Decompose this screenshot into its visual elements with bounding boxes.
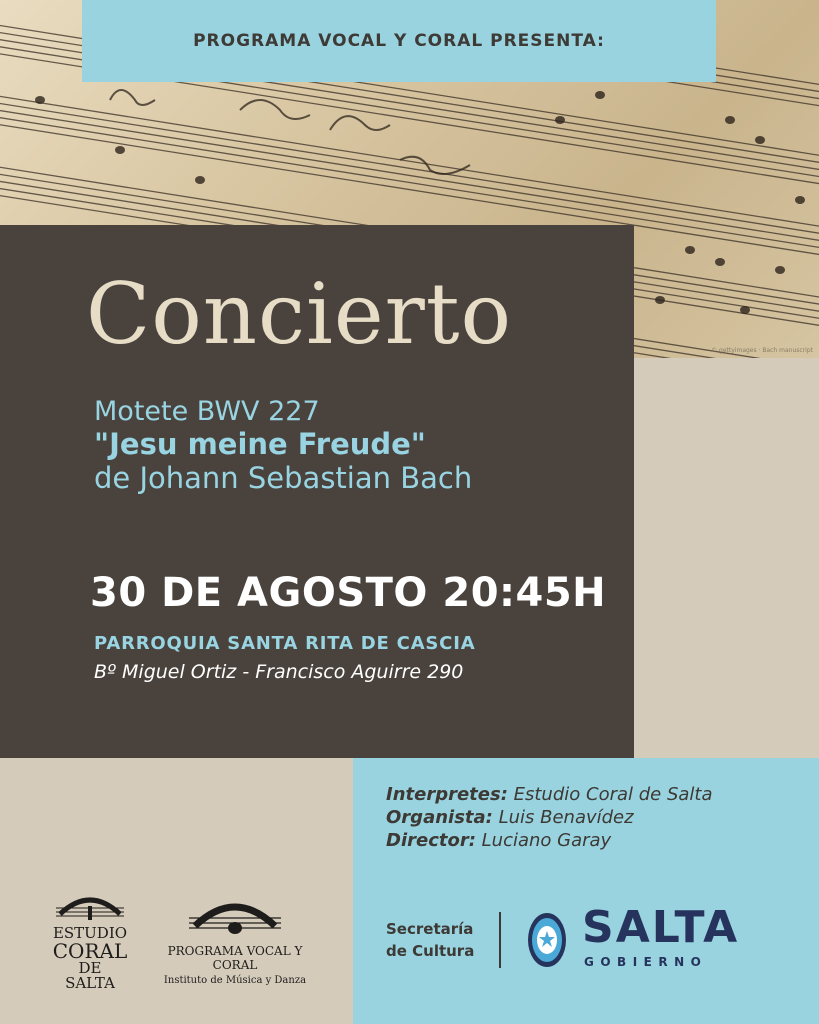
credit-director xyxy=(386,830,611,851)
presenter-text: PROGRAMA VOCAL Y CORAL PRESENTA: xyxy=(193,31,605,51)
director-label: Director: xyxy=(386,830,476,851)
event-datetime: 30 DE AGOSTO 20:45H xyxy=(90,570,607,616)
logo-divider xyxy=(499,912,501,968)
interpretes-label: Interpretes: xyxy=(386,784,508,805)
programa-emblem-icon xyxy=(185,892,285,936)
estudio-coral-line3: DE SALTA xyxy=(65,959,115,992)
estudio-coral-line1: ESTUDIO xyxy=(52,924,128,942)
event-title: Concierto xyxy=(86,265,513,363)
presenter-banner xyxy=(82,0,716,82)
salta-wordmark: SALTA xyxy=(582,902,740,953)
credit-interpretes xyxy=(386,784,713,805)
interpretes-value: Estudio Coral de Salta xyxy=(507,784,713,805)
work-title: "Jesu meine Freude" xyxy=(94,427,426,461)
organista-value: Luis Benavídez xyxy=(492,807,634,828)
event-venue: PARROQUIA SANTA RITA DE CASCIA xyxy=(94,633,476,654)
gobierno-wordmark: GOBIERNO xyxy=(584,955,708,969)
secretaria-line2: de Cultura xyxy=(386,942,475,960)
work-catalog: Motete BWV 227 xyxy=(94,396,320,427)
photo-credit: © gettyimages · Bach manuscript xyxy=(711,347,813,354)
secretaria-cultura-logo xyxy=(386,918,474,962)
estudio-coral-line2: CORAL xyxy=(52,939,128,963)
director-value: Luciano Garay xyxy=(475,830,612,851)
credit-organista xyxy=(386,807,634,828)
work-composer: de Johann Sebastian Bach xyxy=(94,461,473,495)
programa-name: PROGRAMA VOCAL Y CORAL xyxy=(167,944,303,972)
programa-vocal-coral-logo xyxy=(150,892,320,986)
organista-label: Organista: xyxy=(386,807,493,828)
event-address: Bº Miguel Ortiz - Francisco Aguirre 290 xyxy=(94,661,464,683)
programa-subtitle: Instituto de Música y Danza xyxy=(163,975,307,986)
estudio-coral-emblem-icon xyxy=(52,892,128,922)
secretaria-line1: Secretaría xyxy=(386,920,474,938)
estudio-coral-logo xyxy=(52,892,128,991)
salta-seal-icon xyxy=(527,912,567,968)
